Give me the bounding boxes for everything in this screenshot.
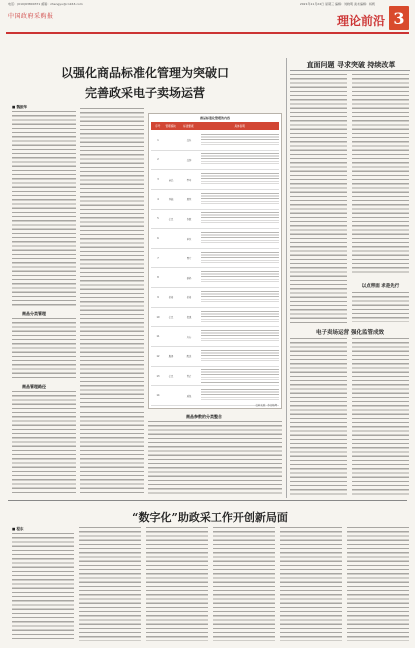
right-column-title: 直面问题 寻求突破 持续改革 bbox=[306, 60, 396, 69]
table-cell: 4 bbox=[157, 197, 159, 201]
table-row bbox=[151, 151, 279, 171]
page-number-badge: 3 bbox=[389, 6, 409, 30]
table-cell: 质保 bbox=[186, 394, 192, 398]
table-cell: 价格 bbox=[186, 296, 192, 300]
table-cell: 信息 bbox=[168, 316, 174, 320]
table-header bbox=[151, 122, 279, 130]
table-header-cell: 标准要素 bbox=[183, 125, 194, 128]
table-cell: 7 bbox=[157, 256, 159, 260]
main-subhead-1: 商品分类管理 bbox=[22, 311, 46, 316]
table-cell: 11 bbox=[156, 335, 160, 339]
main-title-line2: 完善政采电子卖场运营 bbox=[84, 86, 205, 100]
section-title: 理论前沿 bbox=[336, 14, 385, 28]
table-row bbox=[151, 268, 279, 288]
table-cell: 售后 bbox=[186, 375, 192, 378]
right-text-column-2b bbox=[352, 292, 409, 322]
table-row bbox=[151, 210, 279, 230]
table-cell: 品牌 bbox=[186, 158, 192, 162]
table-cell: 型号 bbox=[186, 178, 192, 182]
table-cell: 5 bbox=[157, 217, 159, 221]
table-cell: 2 bbox=[157, 158, 159, 162]
main-text-column-1 bbox=[12, 111, 76, 307]
table-body bbox=[151, 131, 279, 405]
table-cell: 13 bbox=[156, 374, 160, 378]
right-section-title-1: 以点带面 求是先行 bbox=[361, 284, 400, 289]
table-cell: 9 bbox=[157, 295, 159, 299]
table-row bbox=[151, 190, 279, 210]
table-cell: 8 bbox=[157, 276, 159, 280]
main-byline: ■ 魏振华 bbox=[12, 105, 28, 109]
main-text-column-2 bbox=[80, 108, 144, 408]
bottom-text-column-1 bbox=[12, 533, 74, 641]
table-row bbox=[151, 347, 279, 367]
table-cell bbox=[201, 330, 279, 343]
header-contact: 电话：(010)63800371 邮箱：zhengyu@cn163.com bbox=[8, 2, 83, 6]
column-divider bbox=[286, 58, 287, 498]
newspaper-brand: 中国政府采购报 bbox=[8, 13, 54, 20]
table-cell: 优惠 bbox=[186, 316, 192, 320]
table-cell: 单位 bbox=[186, 237, 192, 241]
table-row bbox=[151, 249, 279, 269]
table-cell bbox=[201, 311, 279, 324]
table-cell: 基础 bbox=[168, 198, 174, 202]
table-cell bbox=[201, 232, 279, 245]
bottom-text-column-5 bbox=[280, 527, 342, 641]
bottom-text-column-6 bbox=[347, 527, 409, 641]
table-cell bbox=[201, 173, 279, 186]
main-text-column-3 bbox=[148, 421, 282, 496]
table-cell bbox=[201, 193, 279, 206]
table-cell bbox=[201, 291, 279, 304]
table-title: 商品标准化管理的内容 bbox=[199, 116, 230, 120]
table-header-cell: 管理模块 bbox=[165, 125, 176, 128]
right-title-rule bbox=[290, 70, 410, 71]
header-rule bbox=[6, 32, 409, 34]
bottom-article-title: “数字化”助政采工作开创新局面 bbox=[132, 511, 288, 524]
main-subhead-3: 商品参数的分类整合 bbox=[186, 414, 222, 419]
right-text-column-3 bbox=[290, 338, 347, 496]
header-date: 2021年11月24日 星期三 编辑：刘晓明 美术编辑：杨帆 bbox=[299, 2, 375, 6]
standards-table bbox=[148, 113, 282, 409]
table-source: 资料来源：作者整理 bbox=[255, 404, 277, 407]
bottom-article-rule bbox=[8, 500, 407, 501]
table-cell: 价格 bbox=[168, 296, 174, 300]
table-cell bbox=[201, 271, 279, 284]
table-cell: 10 bbox=[156, 315, 160, 319]
table-cell bbox=[201, 389, 279, 402]
table-cell: 参数 bbox=[186, 217, 192, 221]
main-text-column-2b bbox=[80, 412, 144, 496]
table-row bbox=[151, 327, 279, 347]
main-text-column-1c bbox=[12, 391, 76, 495]
table-row bbox=[151, 170, 279, 190]
table-cell bbox=[201, 350, 279, 363]
table-row bbox=[151, 131, 279, 151]
table-cell bbox=[201, 212, 279, 225]
bottom-text-column-3 bbox=[146, 527, 208, 641]
bottom-text-column-2 bbox=[79, 527, 141, 641]
table-cell bbox=[201, 369, 279, 382]
right-section-title-2: 电子卖场运营 强化监管成效 bbox=[316, 330, 384, 336]
main-title-line1: 以强化商品标准化管理为突破口 bbox=[60, 66, 229, 80]
bottom-byline: ■ 程东 bbox=[12, 527, 24, 531]
table-cell: 1 bbox=[157, 138, 159, 142]
table-cell: 14 bbox=[156, 394, 160, 398]
table-cell bbox=[201, 153, 279, 166]
right-text-column-2 bbox=[352, 74, 409, 274]
right-text-column-1 bbox=[290, 74, 347, 324]
right-text-column-4 bbox=[352, 338, 409, 496]
main-text-column-1b bbox=[12, 318, 76, 380]
table-cell: 3 bbox=[157, 178, 159, 182]
table-cell: 服务 bbox=[168, 355, 174, 359]
table-row bbox=[151, 308, 279, 328]
page-header bbox=[0, 0, 415, 40]
table-cell: 库存 bbox=[186, 335, 192, 339]
table-cell: 信息 bbox=[168, 217, 174, 221]
main-subhead-2: 商品管理路径 bbox=[22, 384, 46, 389]
table-cell: 6 bbox=[157, 237, 159, 241]
table-header-cell: 具体说明 bbox=[234, 125, 245, 128]
table-row bbox=[151, 367, 279, 387]
bottom-text-column-4 bbox=[213, 527, 275, 641]
table-cell: 图片 bbox=[186, 257, 192, 261]
table-header-cell: 序号 bbox=[155, 125, 161, 128]
table-cell: 条码 bbox=[186, 276, 192, 280]
table-cell bbox=[201, 134, 279, 147]
table-row bbox=[151, 288, 279, 308]
table-cell: 商品 bbox=[168, 178, 174, 182]
table-cell: 信息 bbox=[168, 375, 174, 378]
table-cell: 12 bbox=[156, 354, 160, 358]
table-row bbox=[151, 229, 279, 249]
table-cell: 配送 bbox=[186, 355, 192, 359]
table-cell bbox=[201, 252, 279, 265]
table-cell: 属性 bbox=[186, 198, 192, 202]
table-cell: 品名 bbox=[186, 139, 192, 143]
